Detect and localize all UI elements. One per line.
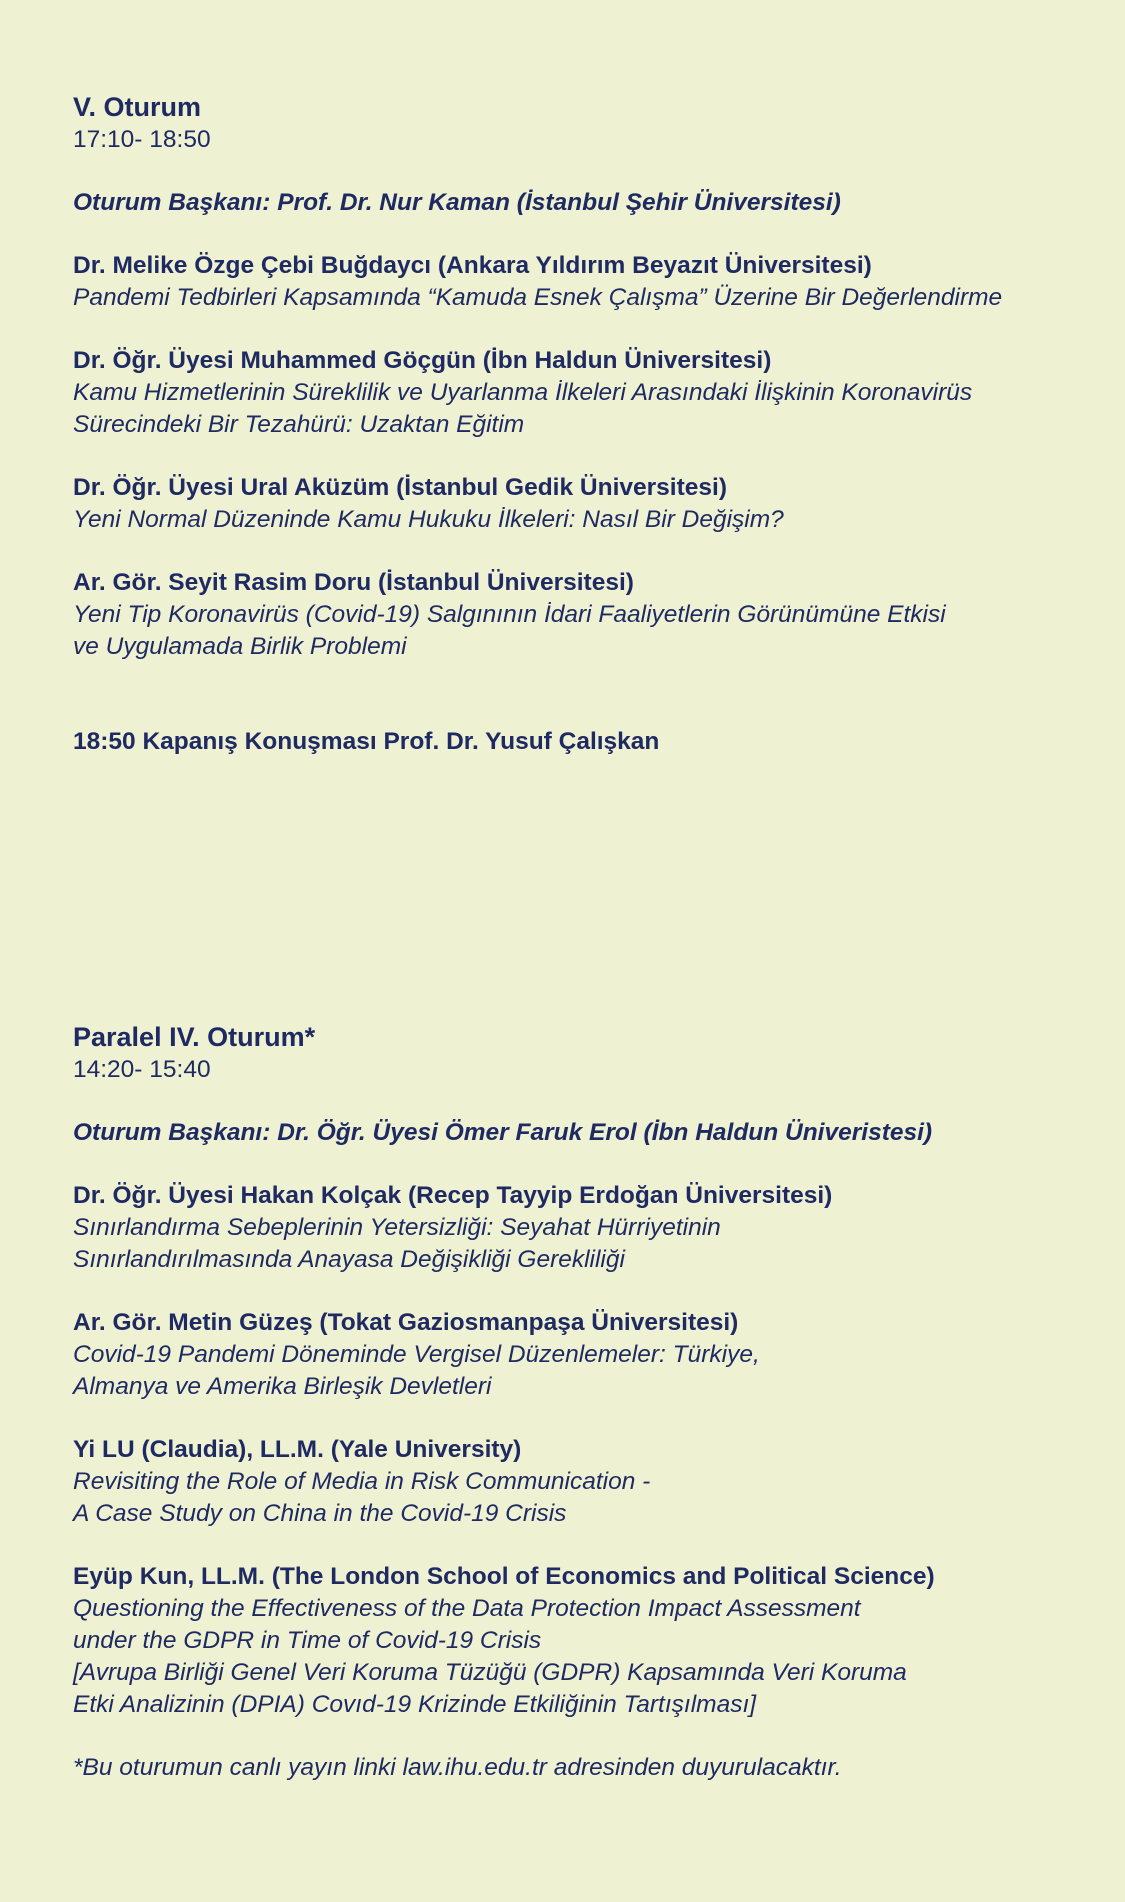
talk-title-line: [Avrupa Birliği Genel Veri Koruma Tüzüğü (GDPR) Kapsamında Veri Koruma xyxy=(73,1659,907,1686)
closing-speech: 18:50 Kapanış Konuşması Prof. Dr. Yusuf Çalışkan xyxy=(73,728,660,755)
talk-title-line: Revisiting the Role of Media in Risk Communication - xyxy=(73,1468,651,1495)
talk-title-line: Almanya ve Amerika Birleşik Devletleri xyxy=(73,1373,492,1400)
talk-speaker: Ar. Gör. Metin Güzeş (Tokat Gaziosmanpaşa Üniversitesi) xyxy=(73,1309,739,1336)
session-time: 14:20- 15:40 xyxy=(73,1056,211,1083)
session-title: V. Oturum xyxy=(73,92,202,122)
session-parallel-iv xyxy=(73,1020,935,1784)
talk-speaker: Dr. Öğr. Üyesi Ural Aküzüm (İstanbul Gedik Üniversitesi) xyxy=(73,474,727,501)
talk-item xyxy=(73,1307,935,1403)
talk-title-line: Covid-19 Pandemi Döneminde Vergisel Düzenlemeler: Türkiye, xyxy=(73,1341,760,1368)
livestream-footnote: *Bu oturumun canlı yayın linki law.ihu.edu.tr adresinden duyurulacaktır. xyxy=(73,1754,842,1781)
talk-item xyxy=(73,472,1002,536)
talk-title-line: A Case Study on China in the Covid-19 Crisis xyxy=(73,1500,567,1527)
talk-speaker: Yi LU (Claudia), LL.M. (Yale University) xyxy=(73,1436,522,1463)
talk-item xyxy=(73,345,1002,441)
session-title: Paralel IV. Oturum* xyxy=(73,1022,316,1052)
talk-title-line: Yeni Tip Koronavirüs (Covid-19) Salgınının İdari Faaliyetlerin Görünümüne Etkisi xyxy=(73,601,946,628)
talk-title-line: under the GDPR in Time of Covid-19 Crisis xyxy=(73,1627,542,1654)
talk-item xyxy=(73,1180,935,1276)
talk-title-line: Sınırlandırılmasında Anayasa Değişikliği Gerekliliği xyxy=(73,1246,625,1273)
talk-title-line: Yeni Normal Düzeninde Kamu Hukuku İlkeleri: Nasıl Bir Değişim? xyxy=(73,506,784,533)
session-time: 17:10- 18:50 xyxy=(73,126,211,153)
talk-title-line: Pandemi Tedbirleri Kapsamında “Kamuda Esnek Çalışma” Üzerine Bir Değerlendirme xyxy=(73,284,1003,311)
talk-title-line: Kamu Hizmetlerinin Süreklilik ve Uyarlanma İlkeleri Arasındaki İlişkinin Koronavirüs xyxy=(73,379,973,406)
talk-speaker: Eyüp Kun, LL.M. (The London School of Economics and Political Science) xyxy=(73,1563,935,1590)
talk-item xyxy=(73,1561,935,1721)
talk-speaker: Dr. Melike Özge Çebi Buğdaycı (Ankara Yıldırım Beyazıt Üniversitesi) xyxy=(73,252,872,279)
session-chair: Oturum Başkanı: Prof. Dr. Nur Kaman (İstanbul Şehir Üniversitesi) xyxy=(73,189,841,216)
talk-title-line: Sınırlandırma Sebeplerinin Yetersizliği: Seyahat Hürriyetinin xyxy=(73,1214,721,1241)
talk-speaker: Dr. Öğr. Üyesi Muhammed Göçgün (İbn Haldun Üniversitesi) xyxy=(73,347,772,374)
talk-title-line: Questioning the Effectiveness of the Data Protection Impact Assessment xyxy=(73,1595,861,1622)
talk-speaker: Ar. Gör. Seyit Rasim Doru (İstanbul Üniversitesi) xyxy=(73,569,634,596)
talk-speaker: Dr. Öğr. Üyesi Hakan Kolçak (Recep Tayyip Erdoğan Üniversitesi) xyxy=(73,1182,833,1209)
talk-title-line: ve Uygulamada Birlik Problemi xyxy=(73,633,407,660)
talk-title-line: Sürecindeki Bir Tezahürü: Uzaktan Eğitim xyxy=(73,411,525,438)
session-v xyxy=(73,90,1002,758)
talk-item xyxy=(73,250,1002,314)
session-chair: Oturum Başkanı: Dr. Öğr. Üyesi Ömer Faruk Erol (İbn Haldun Üniveristesi) xyxy=(73,1119,933,1146)
talk-item xyxy=(73,1434,935,1530)
talk-title-line: Etki Analizinin (DPIA) Covıd-19 Krizinde Etkiliğinin Tartışılması] xyxy=(73,1691,757,1718)
talk-item xyxy=(73,567,1002,663)
